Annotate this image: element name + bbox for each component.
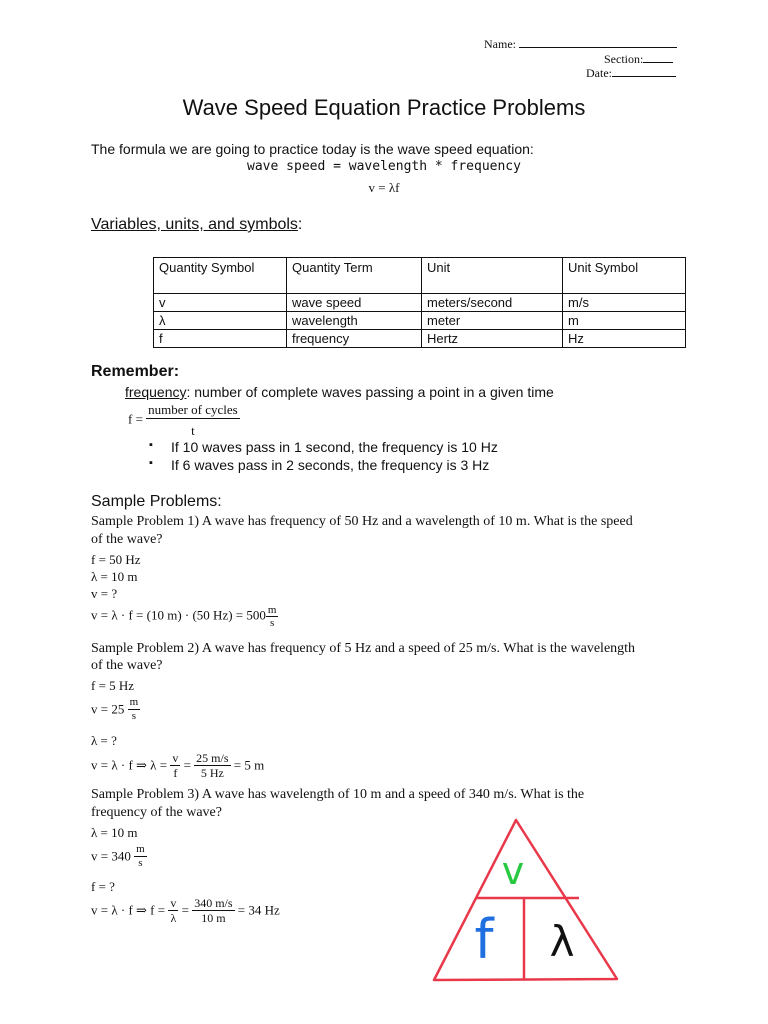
table-row bbox=[154, 330, 686, 348]
problem2-fraction2 bbox=[194, 751, 230, 780]
problem1-unit-num: m bbox=[267, 604, 277, 616]
variables-table bbox=[153, 257, 686, 348]
table-cell: m bbox=[563, 312, 686, 330]
problem2-given-f: f = 5 Hz bbox=[91, 678, 135, 693]
frequency-term: frequency bbox=[125, 384, 187, 400]
problem2-solution bbox=[91, 751, 264, 780]
table-cell: m/s bbox=[563, 294, 686, 312]
table-row bbox=[154, 312, 686, 330]
variables-heading bbox=[91, 216, 302, 234]
problem2-statement-line2: of the wave? bbox=[91, 658, 163, 673]
problem1-given-lambda: λ = 10 m bbox=[91, 569, 138, 584]
frequency-definition bbox=[125, 384, 554, 400]
table-row bbox=[154, 294, 686, 312]
problem3-solution bbox=[91, 896, 280, 925]
problem1-unit-den: s bbox=[270, 617, 275, 629]
problem2-given-v-lhs: v = 25 bbox=[91, 701, 125, 717]
table-cell: wavelength bbox=[287, 312, 422, 330]
wave-triangle-diagram bbox=[420, 810, 630, 985]
problem3-fraction1-den: λ bbox=[170, 911, 177, 925]
header-cell: Quantity Term bbox=[287, 258, 422, 294]
problem3-fraction2-den: 10 m bbox=[201, 911, 226, 925]
problem2-given-v-den: s bbox=[131, 710, 137, 722]
formula-symbols: v = λf bbox=[368, 180, 400, 195]
table-cell: meters/second bbox=[422, 294, 563, 312]
section-blank[interactable] bbox=[643, 51, 673, 63]
frequency-fraction bbox=[146, 402, 240, 439]
problem3-solution-a: v = λ · f ⇒ f = bbox=[91, 902, 166, 918]
name-field[interactable] bbox=[484, 36, 677, 52]
problem2-result: = 5 m bbox=[233, 757, 265, 773]
problem1-solution-text: v = λ · f = (10 m) · (50 Hz) = 500 bbox=[91, 607, 266, 623]
variables-heading-text: Variables, units, and symbols bbox=[91, 216, 298, 233]
problem3-given-v-lhs: v = 340 bbox=[91, 848, 131, 864]
problem3-fraction1-num: v bbox=[170, 896, 177, 910]
table-cell: f bbox=[154, 330, 287, 348]
problem3-fraction1 bbox=[168, 896, 178, 925]
problem3-fraction2-num: 340 m/s bbox=[194, 896, 233, 910]
problem1-statement-line1: Sample Problem 1) A wave has frequency of 50 Hz and a wavelength of 10 m. What is the speed bbox=[91, 514, 633, 529]
table-header-row bbox=[154, 258, 686, 294]
problem2-given-v-num: m bbox=[129, 696, 139, 708]
date-blank[interactable] bbox=[612, 65, 676, 77]
bullet-item: ▪ If 10 waves pass in 1 second, the frequency is 10 Hz bbox=[171, 439, 498, 455]
name-blank[interactable] bbox=[519, 36, 677, 48]
table-cell: frequency bbox=[287, 330, 422, 348]
problem2-statement-line1: Sample Problem 2) A wave has frequency of 5 Hz and a speed of 25 m/s. What is the wavelength bbox=[91, 641, 636, 656]
remember-heading: Remember: bbox=[91, 363, 180, 380]
problem3-given-v-num: m bbox=[136, 843, 145, 855]
intro-text: The formula we are going to practice today is the wave speed equation: bbox=[91, 141, 534, 157]
problem2-fraction1 bbox=[170, 751, 180, 780]
table-cell: Hertz bbox=[422, 330, 563, 348]
problem3-result: = 34 Hz bbox=[237, 902, 280, 918]
name-label: Name: bbox=[484, 37, 516, 51]
frequency-formula-lhs: f = bbox=[128, 411, 143, 427]
problem3-eq: = bbox=[181, 902, 189, 918]
table-cell: λ bbox=[154, 312, 287, 330]
frequency-definition-text: : number of complete waves passing a point in a given time bbox=[186, 384, 554, 400]
problem2-unknown: λ = ? bbox=[91, 733, 117, 748]
bullet-item: ▪ If 6 waves pass in 2 seconds, the frequency is 3 Hz bbox=[171, 457, 489, 473]
problem2-eq: = bbox=[183, 757, 191, 773]
problem3-statement-line2: frequency of the wave? bbox=[91, 805, 222, 820]
problem3-given-v-den: s bbox=[138, 857, 143, 869]
problem3-given-lambda: λ = 10 m bbox=[91, 825, 138, 840]
header-cell: Unit Symbol bbox=[563, 258, 686, 294]
problem3-fraction2 bbox=[192, 896, 234, 925]
table-cell: Hz bbox=[563, 330, 686, 348]
frequency-formula bbox=[128, 402, 240, 439]
date-label: Date: bbox=[586, 66, 612, 80]
problem3-statement-line1: Sample Problem 3) A wave has wavelength of 10 m and a speed of 340 m/s. What is the bbox=[91, 787, 585, 802]
triangle-label-v: v bbox=[501, 849, 525, 893]
problem3-given-v bbox=[91, 843, 147, 870]
formula-words: wave speed = wavelength * frequency bbox=[247, 159, 521, 174]
table-cell: wave speed bbox=[287, 294, 422, 312]
problem1-solution bbox=[91, 604, 278, 629]
problem2-fraction1-num: v bbox=[172, 751, 179, 765]
triangle-label-f: f bbox=[474, 908, 494, 971]
problem2-given-v bbox=[91, 696, 140, 723]
variables-heading-colon: : bbox=[297, 216, 303, 233]
table-cell: v bbox=[154, 294, 287, 312]
problem2-fraction2-num: 25 m/s bbox=[196, 751, 229, 765]
page-title: Wave Speed Equation Practice Problems bbox=[182, 95, 586, 120]
problem2-fraction1-den: f bbox=[173, 766, 178, 780]
problem2-fraction2-den: 5 Hz bbox=[200, 766, 224, 780]
problem2-solution-a: v = λ · f ⇒ λ = bbox=[91, 757, 168, 773]
problem1-given-f: f = 50 Hz bbox=[91, 552, 141, 567]
triangle-outline bbox=[434, 820, 617, 980]
frequency-numerator: number of cycles bbox=[148, 402, 238, 417]
problem3-given-v-unit bbox=[134, 843, 147, 870]
section-label: Section: bbox=[604, 52, 644, 66]
header-cell: Quantity Symbol bbox=[154, 258, 287, 294]
problem2-given-v-unit bbox=[128, 696, 141, 723]
date-field[interactable] bbox=[586, 65, 676, 81]
problem1-unit-fraction bbox=[266, 604, 279, 629]
table-cell: meter bbox=[422, 312, 563, 330]
header-cell: Unit bbox=[422, 258, 563, 294]
sample-problems-heading: Sample Problems: bbox=[91, 493, 222, 510]
problem3-unknown: f = ? bbox=[91, 879, 115, 894]
problem1-statement-line2: of the wave? bbox=[91, 532, 163, 547]
problem1-unknown: v = ? bbox=[91, 586, 118, 601]
triangle-label-lambda: λ bbox=[549, 917, 575, 966]
frequency-denominator: t bbox=[191, 423, 195, 438]
